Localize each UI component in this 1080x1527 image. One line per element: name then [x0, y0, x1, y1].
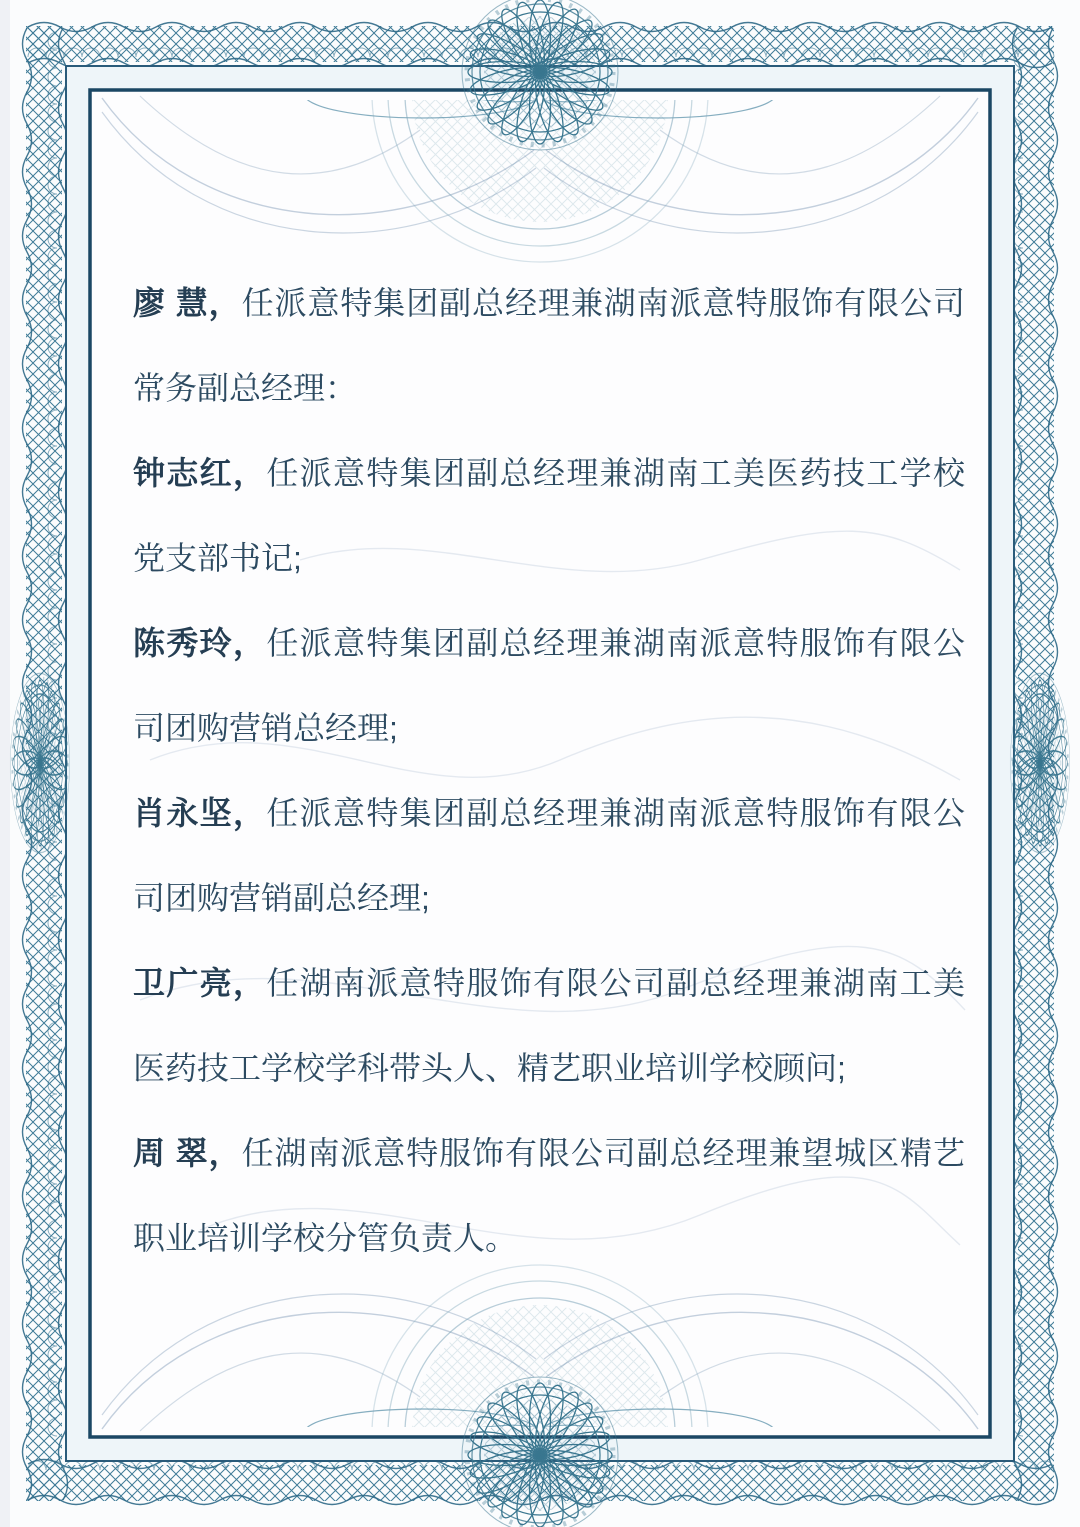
- entry-text: 任派意特集团副总经理兼湖南派意特服饰有限公司: [241, 285, 965, 321]
- entry-4-line-2: 司团购营销副总经理;: [133, 880, 430, 916]
- person-name: 陈秀玲，: [133, 625, 267, 661]
- entry-5-line-2: 医药技工学校学科带头人、精艺职业培训学校顾问;: [133, 1050, 846, 1086]
- entry-3-line-2: 司团购营销总经理;: [133, 710, 398, 746]
- entry-2-line-1: [133, 431, 965, 516]
- entry-1-line-1: [133, 261, 965, 346]
- person-name: 周 翠，: [133, 1135, 242, 1171]
- entry-2-line-2: 党支部书记;: [133, 540, 302, 576]
- person-name: 卫广亮，: [133, 965, 267, 1001]
- entry-4-line-1: [133, 771, 965, 856]
- person-name: 廖 慧，: [133, 285, 242, 321]
- entry-text: 任湖南派意特服饰有限公司副总经理兼湖南工美: [266, 965, 965, 1001]
- entry-6-line-1: [133, 1111, 965, 1196]
- announcement-text-block: [133, 261, 965, 1281]
- entry-5-line-1: [133, 941, 965, 1026]
- entry-3-line-1: [133, 601, 965, 686]
- entry-1-line-2: 常务副总经理：: [133, 370, 358, 406]
- entry-6-line-2: 职业培训学校分管负责人。: [133, 1220, 518, 1256]
- entry-text: 任湖南派意特服饰有限公司副总经理兼望城区精艺: [241, 1135, 965, 1171]
- person-name: 肖永坚，: [133, 795, 267, 831]
- entry-text: 任派意特集团副总经理兼湖南派意特服饰有限公: [266, 625, 965, 661]
- entry-text: 任派意特集团副总经理兼湖南工美医药技工学校: [266, 455, 965, 491]
- entry-text: 任派意特集团副总经理兼湖南派意特服饰有限公: [266, 795, 965, 831]
- person-name: 钟志红，: [133, 455, 267, 491]
